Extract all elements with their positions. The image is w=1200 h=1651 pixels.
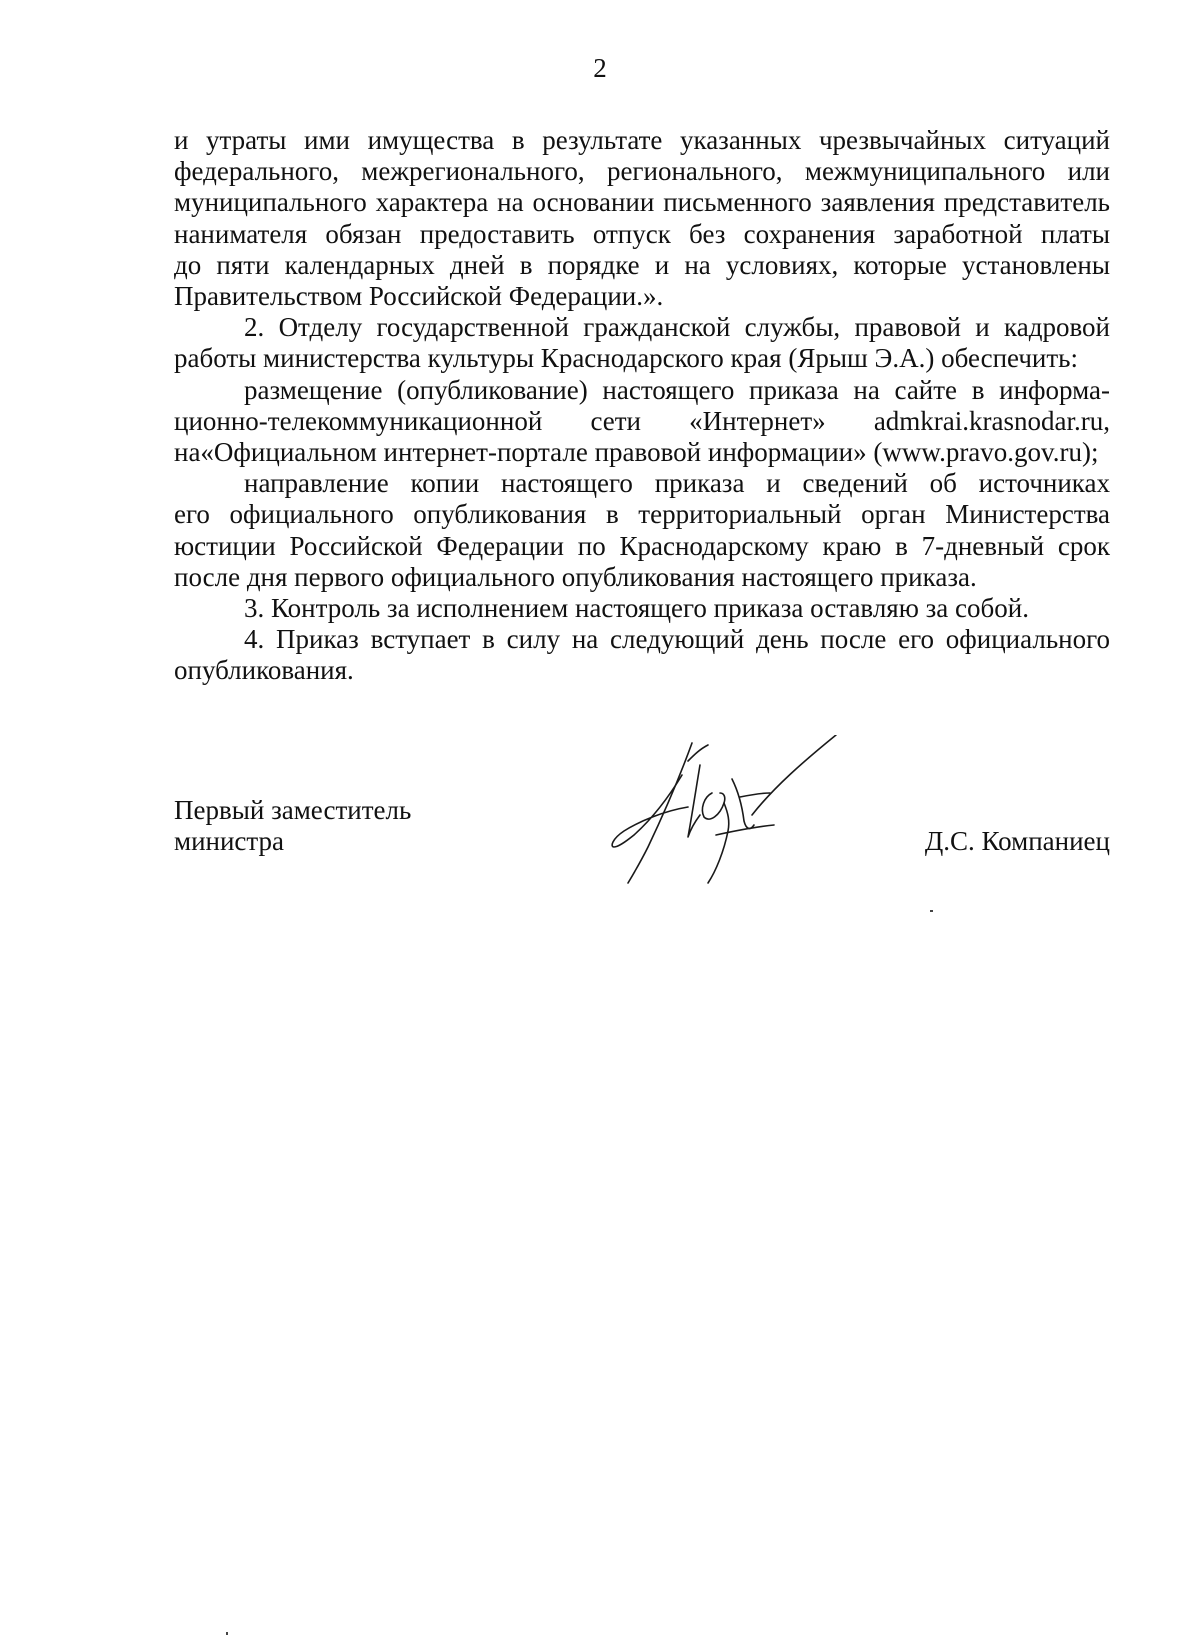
text-line: нанимателя обязан предоставить отпуск без сохранения заработной платы <box>174 218 1110 249</box>
document-body <box>174 125 1110 687</box>
text-line: федерального, межрегионального, регионального, межмуниципального или <box>174 156 1110 187</box>
signer-title-line: министра <box>174 826 285 856</box>
paragraph-item-2 <box>174 312 1110 374</box>
paragraph-publication-site <box>174 375 1110 469</box>
signature-block <box>174 795 1110 895</box>
text-line: размещение (опубликование) настоящего приказа на сайте в информа- <box>244 374 1110 405</box>
signer-title <box>174 795 411 857</box>
text-line: Правительством Российской Федерации.». <box>174 281 664 312</box>
paragraph-item-3 <box>174 593 1110 624</box>
paragraph-continuation <box>174 125 1110 312</box>
text-line: работы министерства культуры Краснодарского края (Ярыш Э.А.) обеспечить: <box>174 343 1078 374</box>
signer-title-line: Первый заместитель <box>174 795 412 825</box>
text-line: после дня первого официального опубликования настоящего приказа. <box>174 561 977 592</box>
text-line: до пяти календарных дней в порядке и на условиях, которые установлены <box>174 249 1110 280</box>
signer-name: Д.С. Компаниец <box>924 826 1110 856</box>
text-line: его официального опубликования в территориальный орган Министерства <box>174 499 1110 530</box>
paragraph-item-4 <box>174 624 1110 686</box>
text-line: на«Официальном интернет-портале правовой информации» (www.pravo.gov.ru); <box>174 437 1099 468</box>
scan-artifact <box>226 1632 228 1635</box>
text-line: 4. Приказ вступает в силу на следующий день после его официального <box>244 624 1110 655</box>
scan-artifact <box>930 910 933 912</box>
text-line: и утраты ими имущества в результате указанных чрезвычайных ситуаций <box>174 125 1110 155</box>
page-number: 2 <box>593 53 607 83</box>
text-line: юстиции Российской Федерации по Краснодарскому краю в 7-дневный срок <box>174 530 1110 561</box>
text-line: ционно-телекоммуникационной сети «Интернет» admkrai.krasnodar.ru, <box>174 405 1110 436</box>
text-line: опубликования. <box>174 655 354 686</box>
paragraph-copy-direction <box>174 468 1110 593</box>
text-line: 2. Отделу государственной гражданской службы, правовой и кадровой <box>244 312 1110 343</box>
text-line: муниципального характера на основании письменного заявления представитель <box>174 187 1110 218</box>
text-line: 3. Контроль за исполнением настоящего приказа оставляю за собой. <box>244 593 1029 624</box>
handwritten-signature-icon <box>604 735 844 885</box>
text-line: направление копии настоящего приказа и сведений об источниках <box>244 468 1110 499</box>
